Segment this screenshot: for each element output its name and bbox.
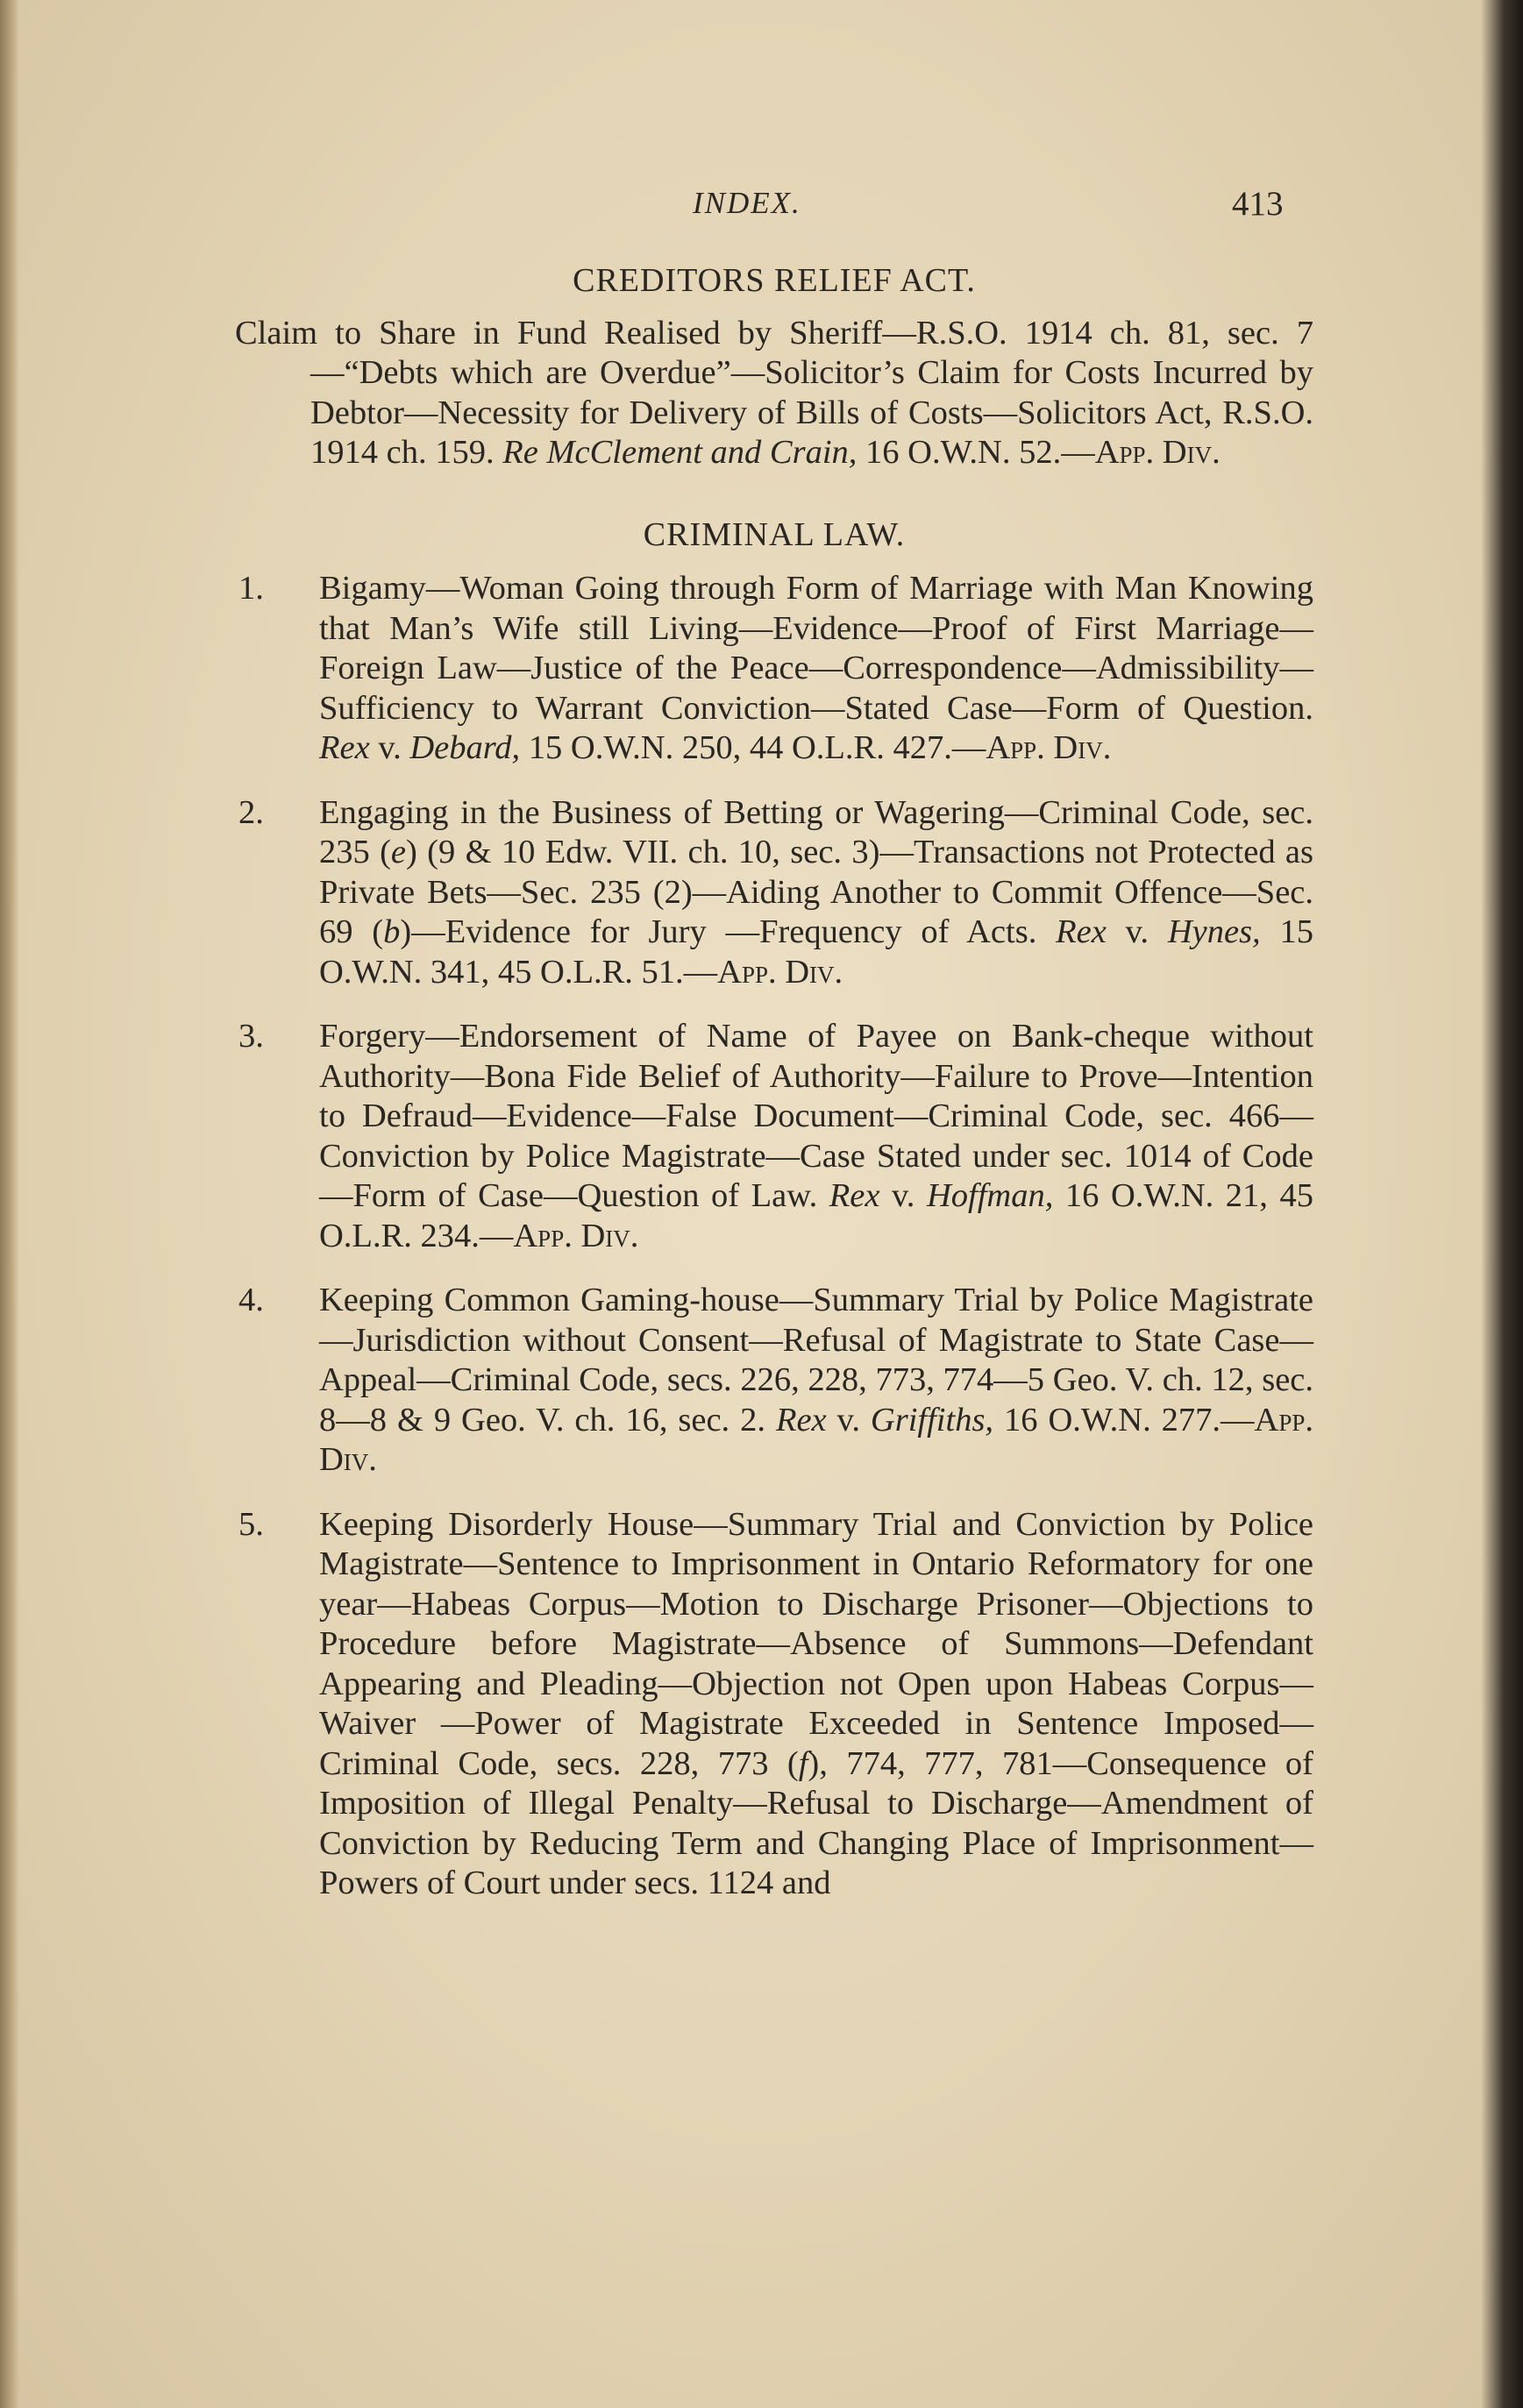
index-entry: [235, 793, 1313, 993]
citation: 15 O.W.N. 250, 44 O.L.R. 427.—: [520, 729, 986, 766]
index-entry: [235, 569, 1313, 769]
section-title-criminal-law: CRIMINAL LAW.: [643, 515, 906, 553]
court: App. Div.: [717, 953, 843, 991]
entry-number: 1.: [238, 570, 264, 607]
versus: v.: [1106, 913, 1168, 950]
case-party: Rex: [319, 729, 370, 766]
entry-text: ) (9 & 10 Edw. VII. ch. 10, sec. 3)—Transactions not Protected as Private Bets—Sec. 235 (2)—Aiding Another to Commit Offence—Sec. 69 (: [319, 834, 1313, 950]
subsection-letter: f: [798, 1744, 808, 1782]
entry-text: )—Evidence for Jury —Frequency of Acts.: [400, 913, 1057, 950]
court: App. Div.: [986, 729, 1112, 766]
case-party: Hynes,: [1167, 913, 1261, 950]
citation: 16 O.W.N. 277.—: [993, 1401, 1255, 1438]
entry-text: Keeping Disorderly House—Summary Trial and Conviction by Police Magistrate—Sentence to Imprisonment in Ontario Reformatory for one year—Habeas Corpus—Motion to Discharge Prisoner—Objections to Procedure before Magistrate—Absence of Summons—Defendant Appearing and Pleading—Objection not Open upon Habeas Corpus—Waiver —Power of Magistrate Exceeded in Sentence Imposed—Criminal Code, secs. 228, 773 (: [319, 1505, 1313, 1782]
entry-text: Forgery—Endorsement of Name of Payee on Bank-cheque without Authority—Bona Fide Belief of Authority—Failure to Prove—Intention to Defraud—Evidence—False Document—Criminal Code, sec. 466—Conviction by Police Magistrate—Case Stated under sec. 1014 of Code—Form of Case—Question of Law.: [319, 1018, 1313, 1214]
page-header: [0, 184, 1523, 228]
versus: v.: [826, 1401, 871, 1438]
case-party: Rex: [775, 1401, 827, 1438]
citation: 16 O.W.N. 21, 45 O.L.R. 234.—: [319, 1177, 1313, 1254]
court: App. Div.: [513, 1217, 639, 1254]
index-entry: [235, 1281, 1313, 1481]
case-party: Rex: [829, 1177, 880, 1214]
entry-text: Bigamy—Woman Going through Form of Marriage with Man Knowing that Man’s Wife still Living—Evidence—Proof of First Marriage—Foreign Law—Justice of the Peace—Correspondence—Admissibility—Sufficiency to Warrant Conviction—Stated Case—Form of Question.: [319, 570, 1313, 727]
entry-text: Engaging in the Business of Betting or Wagering—Criminal Code, sec. 235 (: [319, 793, 1313, 870]
section-title-creditors-relief-act: CREDITORS RELIEF ACT.: [573, 262, 976, 299]
entry-number: 3.: [238, 1018, 264, 1055]
subsection-letter: b: [383, 913, 401, 950]
index-entry: [235, 1017, 1313, 1256]
index-entry: [235, 314, 1313, 473]
court: App. Div.: [319, 1401, 1314, 1478]
page-gutter-shadow: [0, 0, 19, 2408]
index-entry: [235, 1505, 1313, 1904]
case-name: Re McClement and Crain,: [502, 434, 858, 471]
entry-number: 2.: [238, 793, 264, 831]
case-party: Hoffman,: [926, 1177, 1054, 1214]
citation: 16 O.W.N. 52.—: [857, 434, 1095, 471]
case-party: Griffiths,: [870, 1401, 994, 1438]
versus: v.: [879, 1177, 927, 1214]
entry-text: Keeping Common Gaming-house—Summary Trial by Police Magistrate—Jurisdiction without Consent—Refusal of Magistrate to State Case—Appeal—Criminal Code, secs. 226, 228, 773, 774—5 Geo. V. ch. 12, sec. 8—8 & 9 Geo. V. ch. 16, sec. 2.: [319, 1282, 1313, 1438]
versus: v.: [369, 729, 410, 766]
case-party: Rex: [1056, 913, 1107, 950]
entry-number: 4.: [238, 1282, 264, 1318]
subsection-letter: e: [390, 834, 407, 870]
entry-text: ), 774, 777, 781—Consequence of Imposition of Illegal Penalty—Refusal to Discharge—Amendment of Conviction by Reducing Term and Changing Place of Imprisonment—Powers of Court under secs. 1124 and: [319, 1744, 1313, 1901]
running-head: INDEX.: [693, 186, 801, 220]
page-number: 413: [1232, 185, 1284, 223]
entry-number: 5.: [238, 1505, 264, 1543]
case-party: Debard,: [409, 729, 521, 766]
page-edge-shadow: [1481, 0, 1523, 2408]
page-body: [235, 252, 1313, 1904]
citation: 15 O.W.N. 341, 45 O.L.R. 51.—: [319, 913, 1313, 991]
court: App. Div.: [1094, 434, 1221, 471]
entry-text: Claim to Share in Fund Realised by Sheriff—R.S.O. 1914 ch. 81, sec. 7—“Debts which are Overdue”—Solicitor’s Claim for Costs Incurred by Debtor—Necessity for Delivery of Bills of Costs—Solicitors Act, R.S.O. 1914 ch. 159.: [235, 314, 1313, 471]
